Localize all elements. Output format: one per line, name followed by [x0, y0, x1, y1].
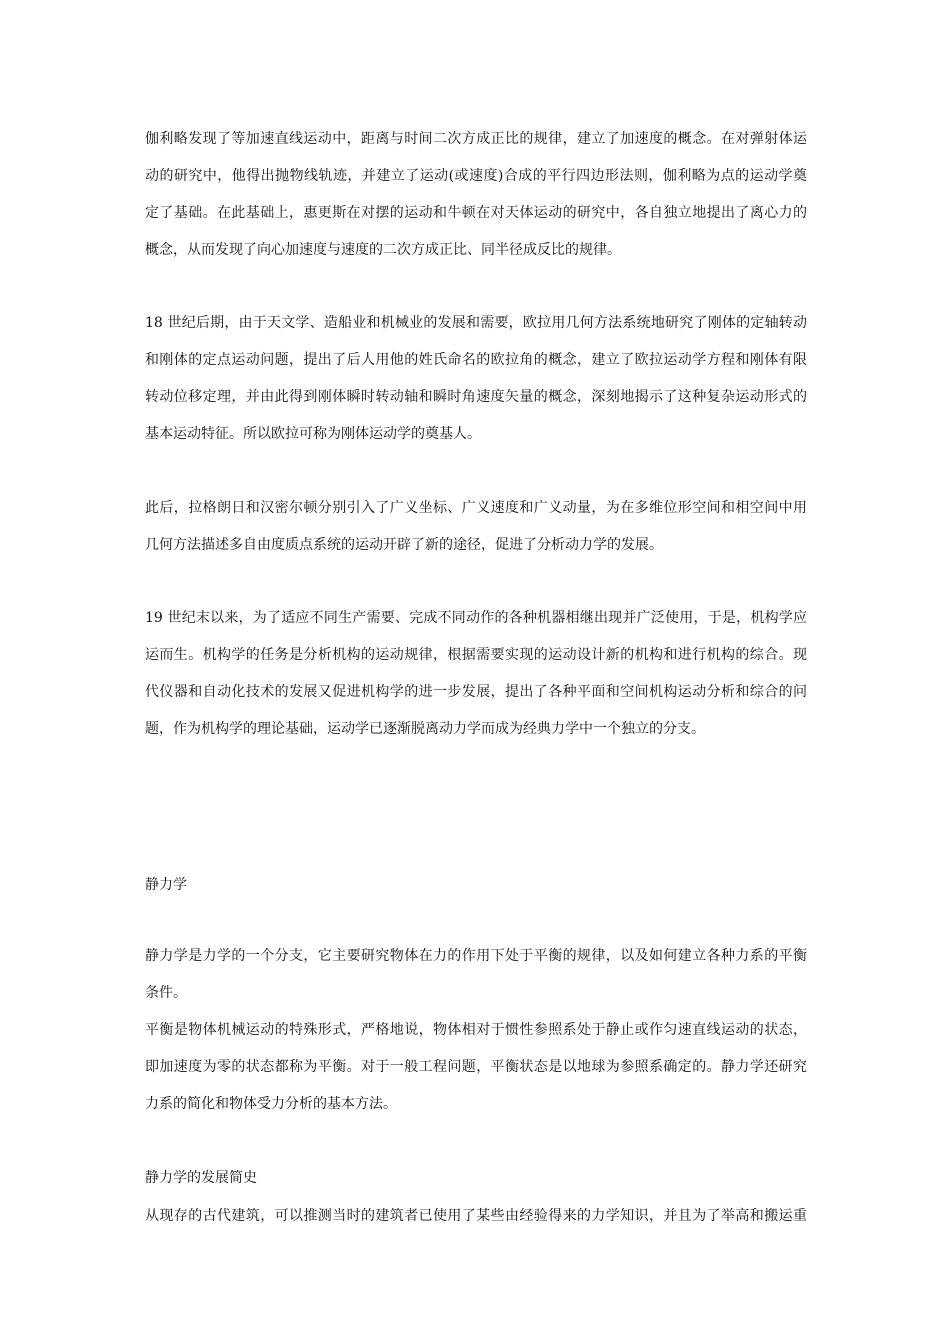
text-line: 题，作为机构学的理论基础，运动学已逐渐脱离动力学而成为经典力学中一个独立的分支。: [145, 721, 705, 737]
paragraph-history: [145, 1198, 807, 1235]
paragraph-equilibrium: [145, 1012, 807, 1123]
section-heading-statics: 静力学: [145, 877, 187, 893]
text-line: 和刚体的定点运动问题，提出了后人用他的姓氏命名的欧拉角的概念，建立了欧拉运动学方程和刚体有限: [145, 352, 807, 368]
paragraph-lagrange: [145, 490, 807, 564]
text-line: 平衡是物体机械运动的特殊形式，严格地说，物体相对于惯性参照系处于静止或作匀速直线运动的状态，: [145, 1022, 807, 1038]
text-line: 此后，拉格朗日和汉密尔顿分别引入了广义坐标、广义速度和广义动量，为在多维位形空间和相空间中用: [145, 500, 807, 516]
text-line: 运而生。机构学的任务是分析机构的运动规律，根据需要实现的运动设计新的机构和进行机构的综合。现: [145, 647, 807, 663]
text-line: 定了基础。在此基础上，惠更斯在对摆的运动和牛顿在对天体运动的研究中，各自独立地提出了离心力的: [145, 205, 807, 221]
text-line: 条件。: [145, 985, 187, 1001]
text-line: 几何方法描述多自由度质点系统的运动开辟了新的途径，促进了分析动力学的发展。: [145, 537, 663, 553]
paragraph-mechanism: [145, 600, 807, 748]
text-line: 从现存的古代建筑，可以推测当时的建筑者已使用了某些由经验得来的力学知识，并且为了举高和搬运重: [145, 1208, 807, 1224]
paragraph-galileo: [145, 121, 807, 269]
text-line: 即加速度为零的状态都称为平衡。对于一般工程问题，平衡状态是以地球为参照系确定的。静力学还研究: [145, 1059, 807, 1075]
text-line: 伽利略发现了等加速直线运动中，距离与时间二次方成正比的规律，建立了加速度的概念。在对弹射体运: [145, 131, 807, 147]
text-line: 转动位移定理，并由此得到刚体瞬时转动轴和瞬时角速度矢量的概念，深刻地揭示了这种复杂运动形式的: [145, 389, 807, 405]
text-line: 概念，从而发现了向心加速度与速度的二次方成正比、同半径成反比的规律。: [145, 242, 621, 258]
text-line: 静力学是力学的一个分支，它主要研究物体在力的作用下处于平衡的规律，以及如何建立各种力系的平衡: [145, 948, 807, 964]
text-line: 基本运动特征。所以欧拉可称为刚体运动学的奠基人。: [145, 426, 481, 442]
text-line: 18 世纪后期，由于天文学、造船业和机械业的发展和需要，欧拉用几何方法系统地研究了刚体的定轴转动: [145, 315, 807, 331]
text-line: 19 世纪末以来，为了适应不同生产需要、完成不同动作的各种机器相继出现并广泛使用，于是，机构学应: [145, 610, 807, 626]
section-heading-history: 静力学的发展简史: [145, 1170, 257, 1186]
text-line: 力系的简化和物体受力分析的基本方法。: [145, 1096, 397, 1112]
text-line: 动的研究中，他得出抛物线轨迹，并建立了运动(或速度)合成的平行四边形法则，伽利略为点的运动学奠: [145, 168, 807, 184]
text-line: 代仪器和自动化技术的发展又促进机构学的进一步发展，提出了各种平面和空间机构运动分析和综合的问: [145, 684, 807, 700]
paragraph-statics-definition: [145, 938, 807, 1012]
paragraph-euler: [145, 305, 807, 453]
